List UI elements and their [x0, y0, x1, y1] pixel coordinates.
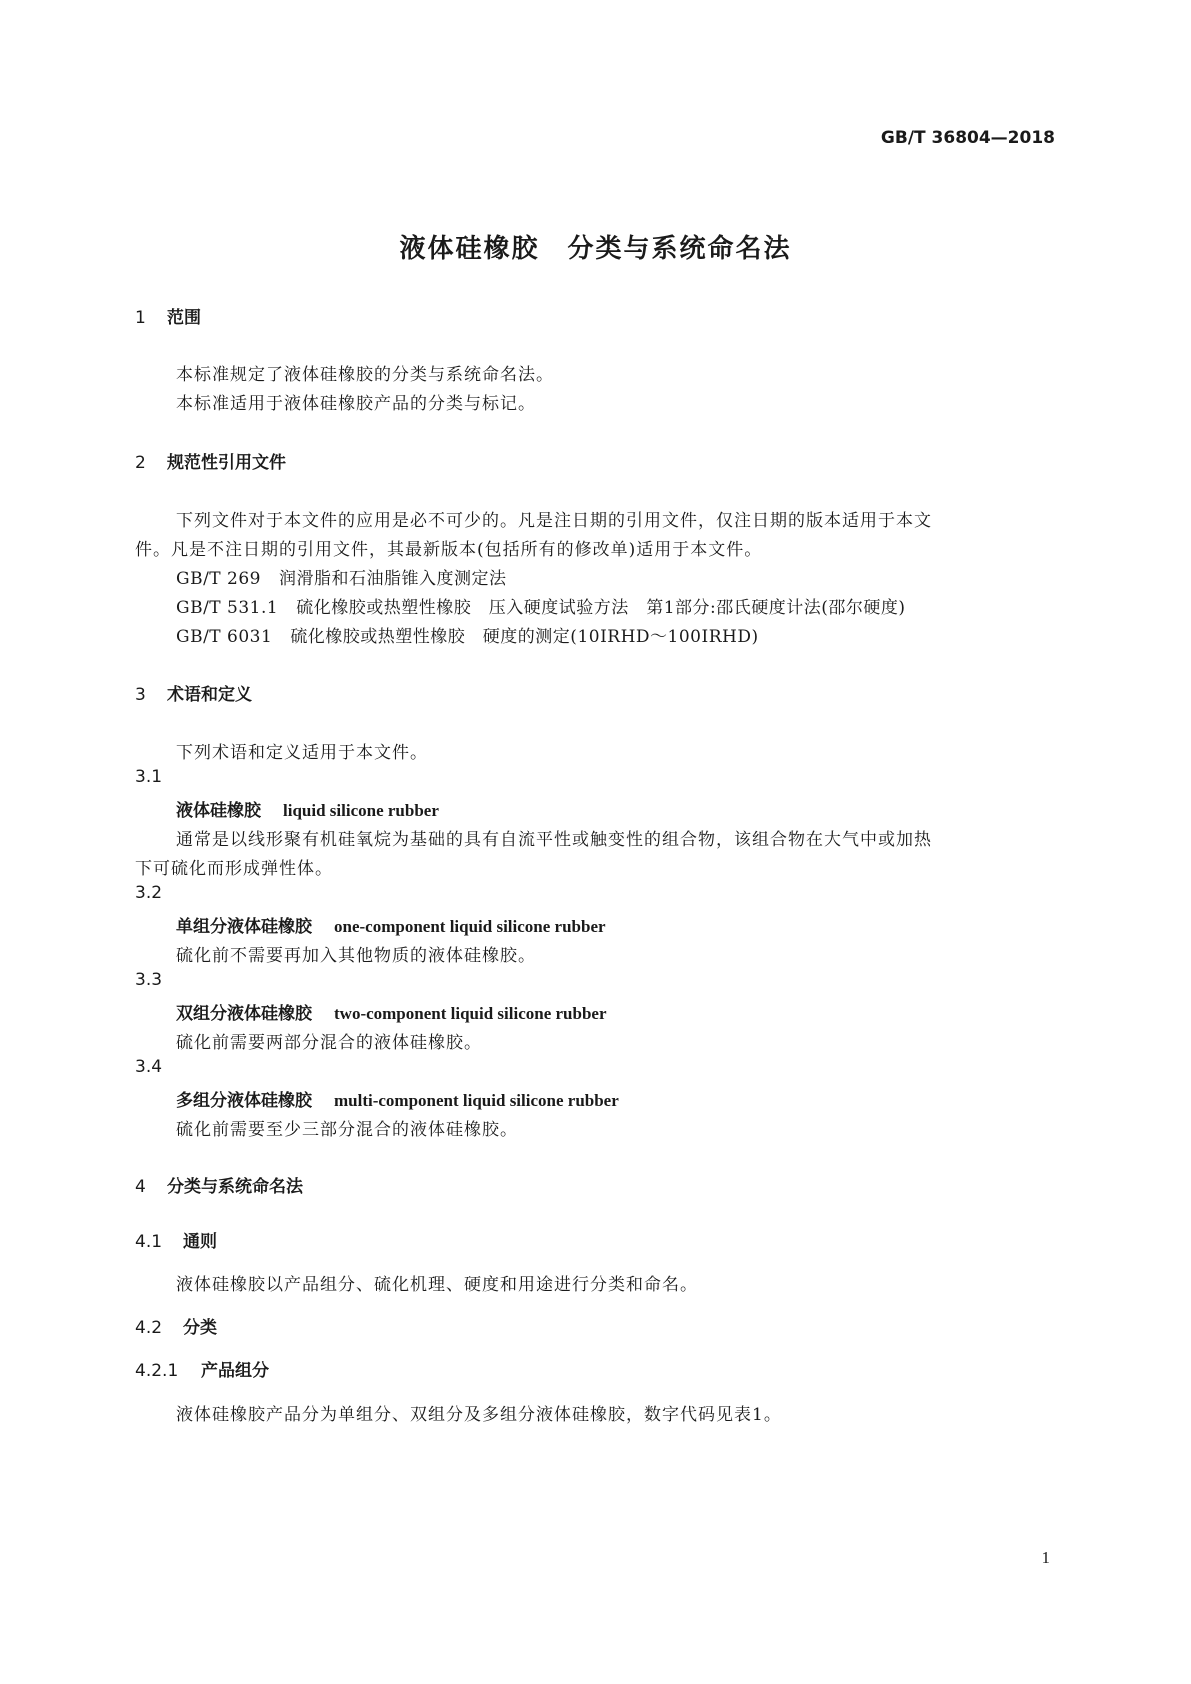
- term-english: one-component liquid silicone rubber: [334, 917, 606, 936]
- section-number: 4.1: [135, 1232, 163, 1252]
- term-entry: [176, 1086, 619, 1111]
- reference-code: GB/T 531.1: [176, 598, 279, 618]
- paragraph: 液体硅橡胶产品分为单组分、双组分及多组分液体硅橡胶，数字代码见表1。: [176, 1405, 782, 1425]
- term-chinese: 单组分液体硅橡胶: [176, 917, 312, 937]
- term-english: multi-component liquid silicone rubber: [334, 1091, 619, 1110]
- reference-title: 硫化橡胶或热塑性橡胶 硬度的测定(10IRHD～100IRHD): [290, 627, 759, 647]
- subsection-4-2-1-heading: [135, 1356, 269, 1381]
- paragraph: 本标准适用于液体硅橡胶产品的分类与标记。: [176, 394, 536, 414]
- section-4-heading: [135, 1172, 303, 1197]
- section-title: 范围: [167, 308, 201, 328]
- term-definition: 通常是以线形聚有机硅氧烷为基础的具有自流平性或触变性的组合物，该组合物在大气中或加热: [176, 830, 932, 850]
- reference-code: GB/T 269: [176, 569, 261, 589]
- term-entry: [176, 796, 439, 821]
- term-english: liquid silicone rubber: [283, 801, 439, 820]
- section-number: 4: [135, 1177, 146, 1197]
- section-number: 2: [135, 453, 146, 473]
- paragraph-line: 件。凡是不注日期的引用文件，其最新版本(包括所有的修改单)适用于本文件。: [135, 540, 763, 560]
- term-definition: 硫化前需要至少三部分混合的液体硅橡胶。: [176, 1120, 518, 1140]
- term-chinese: 双组分液体硅橡胶: [176, 1004, 312, 1024]
- term-number: 3.1: [135, 767, 163, 787]
- term-definition: 下可硫化而形成弹性体。: [135, 859, 333, 879]
- term-number: 3.4: [135, 1057, 163, 1077]
- subsection-4-2-heading: [135, 1313, 217, 1338]
- section-title: 术语和定义: [167, 685, 252, 705]
- normative-reference: [176, 564, 507, 589]
- reference-title: 硫化橡胶或热塑性橡胶 压入硬度试验方法 第1部分:邵氏硬度计法(邵尔硬度): [296, 598, 906, 618]
- term-chinese: 多组分液体硅橡胶: [176, 1091, 312, 1111]
- paragraph: 液体硅橡胶以产品组分、硫化机理、硬度和用途进行分类和命名。: [176, 1275, 698, 1295]
- term-chinese: 液体硅橡胶: [176, 801, 261, 821]
- section-title: 产品组分: [201, 1361, 269, 1381]
- section-number: 4.2.1: [135, 1361, 179, 1381]
- term-number: 3.2: [135, 883, 163, 903]
- term-entry: [176, 912, 606, 937]
- reference-code: GB/T 6031: [176, 627, 273, 647]
- section-title: 分类: [183, 1318, 217, 1338]
- term-entry: [176, 999, 607, 1024]
- page-title: 液体硅橡胶 分类与系统命名法: [399, 234, 792, 264]
- normative-reference: [176, 593, 906, 618]
- term-definition: 硫化前不需要再加入其他物质的液体硅橡胶。: [176, 946, 536, 966]
- section-number: 3: [135, 685, 146, 705]
- section-number: 4.2: [135, 1318, 163, 1338]
- term-english: two-component liquid silicone rubber: [334, 1004, 607, 1023]
- paragraph-line: 下列文件对于本文件的应用是必不可少的。凡是注日期的引用文件，仅注日期的版本适用于本文: [176, 511, 932, 531]
- paragraph: 下列术语和定义适用于本文件。: [176, 743, 428, 763]
- page-number: 1: [1041, 1548, 1050, 1567]
- subsection-4-1-heading: [135, 1227, 217, 1252]
- section-3-heading: [135, 680, 252, 705]
- section-title: 通则: [183, 1232, 217, 1252]
- section-2-heading: [135, 448, 286, 473]
- standard-number: GB/T 36804—2018: [880, 128, 1055, 148]
- section-1-heading: [135, 303, 201, 328]
- section-title: 分类与系统命名法: [167, 1177, 303, 1197]
- section-title: 规范性引用文件: [167, 453, 286, 473]
- section-number: 1: [135, 308, 146, 328]
- term-definition: 硫化前需要两部分混合的液体硅橡胶。: [176, 1033, 482, 1053]
- paragraph: 本标准规定了液体硅橡胶的分类与系统命名法。: [176, 365, 554, 385]
- normative-reference: [176, 622, 759, 647]
- reference-title: 润滑脂和石油脂锥入度测定法: [279, 569, 507, 589]
- term-number: 3.3: [135, 970, 163, 990]
